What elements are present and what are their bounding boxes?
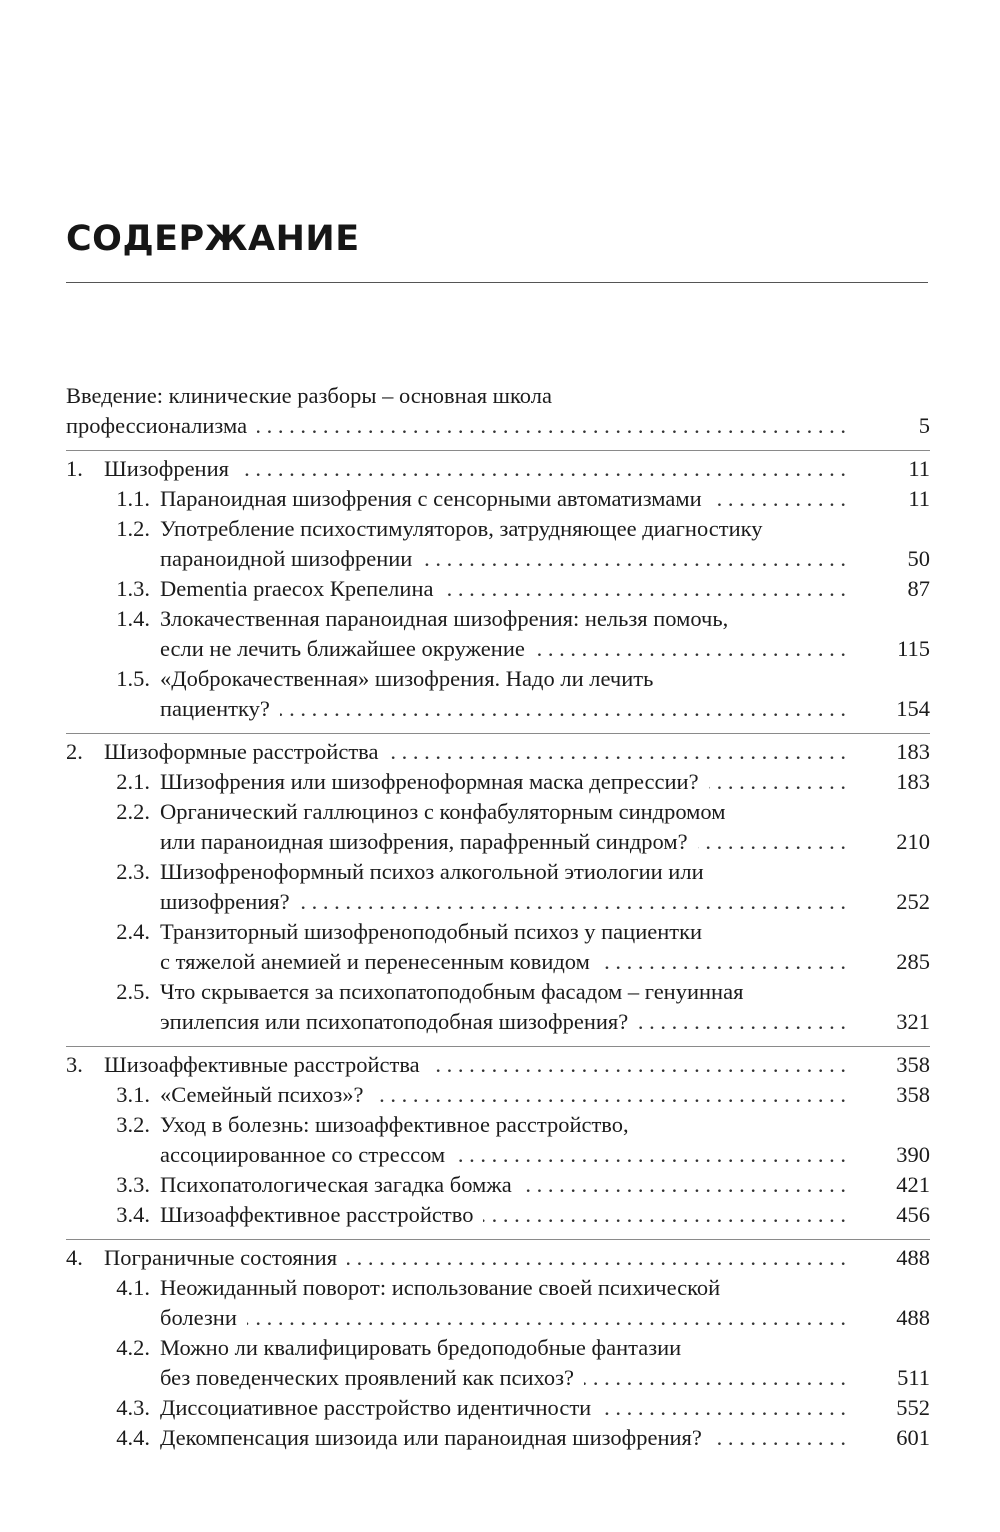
dot-leader [584,1363,846,1393]
dot-leader [239,454,846,484]
toc-section-line [66,1273,930,1303]
toc-chapter-block [66,733,930,1037]
page-number: 488 [896,1245,930,1270]
page-number: 154 [896,696,930,721]
page-number: 456 [896,1202,930,1227]
section-number: 3.3. [116,1172,150,1197]
section-number: 4.1. [116,1275,150,1300]
page-number: 210 [896,829,930,854]
toc-section-line [66,574,930,604]
dot-leader [698,827,846,857]
dot-leader [373,1080,846,1110]
section-title-line: болезни [160,1305,237,1330]
section-number: 2.5. [116,979,150,1004]
section-number: 2.3. [116,859,150,884]
toc-section-line [66,1007,930,1037]
toc-chapter-block [66,450,930,724]
page-number: 488 [896,1305,930,1330]
page-number: 183 [896,769,930,794]
page-number: 183 [896,739,930,764]
section-title-line: пациентку? [160,696,270,721]
page-number: 11 [908,486,930,511]
toc-section-line [66,1080,930,1110]
section-title-line: если не лечить ближайшее окружение [160,636,525,661]
chapter-number: 3. [66,1052,83,1077]
section-number: 1.1. [116,486,150,511]
toc-section-line [66,544,930,574]
toc-section-line [66,827,930,857]
dot-leader [483,1200,846,1230]
section-title-line: Диссоциативное расстройство идентичности [160,1395,592,1420]
toc-section-line [66,767,930,797]
page-number: 552 [896,1395,930,1420]
dot-leader [712,484,846,514]
dot-leader [430,1050,846,1080]
toc-section-line [66,1170,930,1200]
toc-section-line [66,484,930,514]
dot-leader [280,694,846,724]
toc-line [66,381,930,411]
toc-section-line [66,887,930,917]
page-number: 285 [896,949,930,974]
toc-section-line [66,1303,930,1333]
section-number: 4.2. [116,1335,150,1360]
page-number: 5 [918,413,930,438]
section-title-line: Шизофрения или шизофреноформная маска депрессии? [160,769,699,794]
page-number: 87 [907,576,930,601]
chapter-number: 1. [66,456,83,481]
page-number: 321 [896,1009,930,1034]
chapter-title: Шизоформные расстройства [104,739,379,764]
section-title-line: Шизоаффективное расстройство [160,1202,474,1227]
toc-section-line [66,634,930,664]
section-number: 3.1. [116,1082,150,1107]
section-number: 3.2. [116,1112,150,1137]
toc-section-line [66,947,930,977]
section-title-line: Злокачественная параноидная шизофрения: нельзя помочь, [160,606,729,631]
page-number: 252 [896,889,930,914]
section-title-line: Можно ли квалифицировать бредоподобные фантазии [160,1335,682,1360]
toc-section-line [66,917,930,947]
chapter-number: 2. [66,739,83,764]
section-title-line: шизофрения? [160,889,290,914]
section-number: 3.4. [116,1202,150,1227]
section-number: 1.5. [116,666,150,691]
toc-intro-entry [66,381,930,441]
section-number: 2.2. [116,799,150,824]
dot-leader [712,1423,846,1453]
toc-chapter-line [66,1243,930,1273]
page-number: 601 [896,1425,930,1450]
toc-section-line [66,664,930,694]
section-title-line: Транзиторный шизофреноподобный психоз у пациентки [160,919,703,944]
section-title-line: Неожиданный поворот: использование своей психической [160,1275,721,1300]
dot-leader [600,947,846,977]
toc-section-line [66,1140,930,1170]
dot-leader [388,737,846,767]
toc-section-line [66,857,930,887]
page-number: 11 [908,456,930,481]
dot-leader [709,767,846,797]
page-number: 421 [896,1172,930,1197]
toc-chapter-line [66,1050,930,1080]
dot-leader [257,411,846,441]
toc-line [66,411,930,441]
section-number: 1.3. [116,576,150,601]
dot-leader [422,544,846,574]
section-number: 2.4. [116,919,150,944]
toc-chapter-line [66,454,930,484]
page-number: 358 [896,1052,930,1077]
toc-section-line [66,1333,930,1363]
page-number: 358 [896,1082,930,1107]
page-number: 50 [907,546,930,571]
section-title-line: Dementia praecox Крепелина [160,576,434,601]
toc-chapter-line [66,737,930,767]
section-number: 4.4. [116,1425,150,1450]
section-title-line: Декомпенсация шизоида или параноидная шизофрения? [160,1425,702,1450]
page-number: 390 [896,1142,930,1167]
toc-section-line [66,1363,930,1393]
dot-leader [300,887,846,917]
section-title-line: Психопатологическая загадка бомжа [160,1172,512,1197]
section-title-line: Уход в болезнь: шизоаффективное расстройство, [160,1112,629,1137]
toc-section-line [66,1110,930,1140]
section-title-line: Органический галлюциноз с конфабуляторным синдромом [160,799,726,824]
chapter-title: Шизоаффективные расстройства [104,1052,420,1077]
section-title-line: эпилепсия или психопатоподобная шизофрения? [160,1009,629,1034]
chapter-number: 4. [66,1245,83,1270]
section-title-line: с тяжелой анемией и перенесенным ковидом [160,949,590,974]
toc-section-line [66,977,930,1007]
toc-section-line [66,514,930,544]
section-title-line: «Доброкачественная» шизофрения. Надо ли лечить [160,666,654,691]
section-number: 1.2. [116,516,150,541]
section-title-line: Употребление психостимуляторов, затрудняющее диагностику [160,516,763,541]
table-of-contents [66,381,930,1462]
section-title-line: без поведенческих проявлений как психоз? [160,1365,575,1390]
section-title-line: ассоциированное со стрессом [160,1142,446,1167]
section-title-line: «Семейный психоз»? [160,1082,364,1107]
entry-title-line: профессионализма [66,413,248,438]
toc-chapter-block [66,1046,930,1230]
toc-chapter-block [66,1239,930,1453]
dot-leader [601,1393,846,1423]
section-number: 1.4. [116,606,150,631]
dot-leader [522,1170,846,1200]
section-number: 4.3. [116,1395,150,1420]
dot-leader [247,1303,846,1333]
section-title-line: или параноидная шизофрения, парафренный синдром? [160,829,688,854]
dot-leader [347,1243,846,1273]
page-number: 511 [897,1365,930,1390]
dot-leader [535,634,846,664]
title-divider [66,282,928,283]
toc-section-line [66,1423,930,1453]
toc-section-line [66,1200,930,1230]
dot-leader [455,1140,846,1170]
toc-section-line [66,694,930,724]
section-number: 2.1. [116,769,150,794]
section-title-line: Шизофреноформный психоз алкогольной этиологии или [160,859,704,884]
section-title-line: Что скрывается за психопатоподобным фасадом – генуинная [160,979,744,1004]
dot-leader [443,574,846,604]
page-number: 115 [897,636,930,661]
section-title-line: Параноидная шизофрения с сенсорными автоматизмами [160,486,702,511]
chapter-title: Пограничные состояния [104,1245,338,1270]
section-title-line: параноидной шизофрении [160,546,413,571]
toc-section-line [66,604,930,634]
entry-title-line: Введение: клинические разборы – основная школа [66,383,552,408]
chapter-title: Шизофрения [104,456,229,481]
page-title: СОДЕРЖАНИЕ [66,219,360,259]
toc-section-line [66,1393,930,1423]
toc-section-line [66,797,930,827]
dot-leader [638,1007,846,1037]
